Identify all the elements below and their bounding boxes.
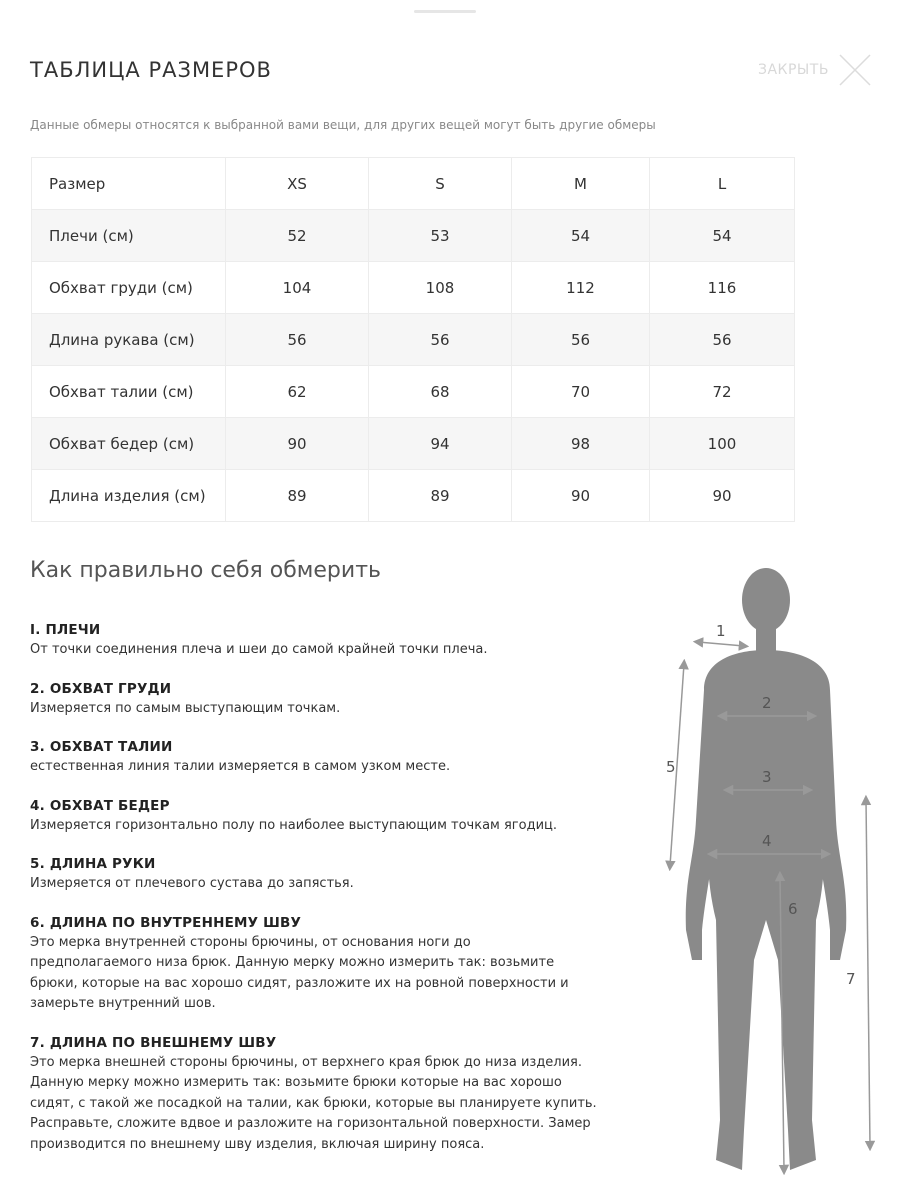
table-row bbox=[32, 262, 795, 314]
step-line: Это мерка внешней стороны брючины, от верхнего края брюк до низа изделия. bbox=[30, 1054, 583, 1070]
table-cell: 72 bbox=[650, 366, 795, 418]
table-cell: 54 bbox=[650, 210, 795, 262]
table-row bbox=[32, 470, 795, 522]
table-cell: 52 bbox=[226, 210, 369, 262]
row-label: Обхват талии (см) bbox=[32, 366, 226, 418]
step-chest bbox=[30, 679, 630, 720]
step-line: Измеряется горизонтально полу по наиболее выступающим точкам ягодиц. bbox=[30, 817, 557, 833]
step-line: производится по внешнему шву изделия, включая ширину пояса. bbox=[30, 1136, 485, 1152]
label-waist: 3 bbox=[762, 768, 772, 786]
table-cell: 62 bbox=[226, 366, 369, 418]
table-row bbox=[32, 314, 795, 366]
step-line: Это мерка внутренней стороны брючины, от основания ноги до bbox=[30, 934, 471, 950]
table-cell: 94 bbox=[369, 418, 512, 470]
step-line: Данную мерку можно измерить так: возьмите брюки которые на вас хорошо bbox=[30, 1075, 562, 1090]
close-button[interactable] bbox=[758, 52, 873, 88]
table-cell: 90 bbox=[226, 418, 369, 470]
size-table-header bbox=[32, 158, 795, 210]
table-cell: 104 bbox=[226, 262, 369, 314]
step-title: 2. ОБХВАТ ГРУДИ bbox=[30, 680, 172, 697]
body-silhouette-icon bbox=[686, 568, 847, 1170]
step-title: І. ПЛЕЧИ bbox=[30, 622, 101, 638]
drag-handle[interactable] bbox=[414, 10, 476, 13]
row-label: Длина рукава (см) bbox=[32, 314, 226, 366]
label-shoulders: 1 bbox=[716, 622, 726, 640]
table-cell: 68 bbox=[369, 366, 512, 418]
table-cell: 56 bbox=[512, 314, 650, 366]
step-line: естественная линия талии измеряется в самом узком месте. bbox=[30, 759, 451, 774]
step-shoulders bbox=[30, 620, 630, 661]
table-cell: 116 bbox=[650, 262, 795, 314]
table-cell: 56 bbox=[650, 314, 795, 366]
table-subtitle: Данные обмеры относятся к выбранной вами вещи, для других вещей могут быть другие обмеры bbox=[30, 118, 656, 132]
size-table bbox=[31, 157, 795, 522]
table-cell: 112 bbox=[512, 262, 650, 314]
table-cell: 90 bbox=[512, 470, 650, 522]
label-inseam: 6 bbox=[788, 900, 798, 918]
header-cell-size: Размер bbox=[32, 158, 226, 210]
table-cell: 100 bbox=[650, 418, 795, 470]
table-cell: 90 bbox=[650, 470, 795, 522]
table-cell: 53 bbox=[369, 210, 512, 262]
table-cell: 54 bbox=[512, 210, 650, 262]
step-title: 3. ОБХВАТ ТАЛИИ bbox=[30, 739, 173, 755]
close-label: ЗАКРЫТЬ bbox=[758, 62, 829, 78]
table-row bbox=[32, 210, 795, 262]
header-cell-m: M bbox=[512, 158, 650, 210]
step-waist bbox=[30, 737, 630, 778]
step-line: Измеряется по самым выступающим точкам. bbox=[30, 700, 341, 716]
close-icon[interactable] bbox=[837, 52, 873, 88]
step-title: 5. ДЛИНА РУКИ bbox=[30, 856, 156, 872]
label-arm-length: 5 bbox=[666, 758, 676, 776]
step-line: замерьте внутренний шов. bbox=[30, 996, 216, 1011]
table-cell: 70 bbox=[512, 366, 650, 418]
step-title: 4. ОБХВАТ БЕДЕР bbox=[30, 797, 170, 814]
step-line: Расправьте, сложите вдвое и разложите на горизонтальной поверхности. Замер bbox=[30, 1116, 591, 1131]
label-outseam: 7 bbox=[846, 970, 856, 988]
step-line: Измеряется от плечевого сустава до запястья. bbox=[30, 876, 354, 891]
table-cell: 56 bbox=[226, 314, 369, 366]
header-cell-xs: XS bbox=[226, 158, 369, 210]
step-arm-length bbox=[30, 854, 630, 895]
table-cell: 108 bbox=[369, 262, 512, 314]
step-line: предполагаемого низа брюк. Данную мерку можно измерить так: возьмите bbox=[30, 955, 555, 970]
step-inseam bbox=[30, 913, 630, 1015]
step-outseam bbox=[30, 1033, 630, 1156]
row-label: Длина изделия (см) bbox=[32, 470, 226, 522]
step-line: От точки соединения плеча и шеи до самой крайней точки плеча. bbox=[30, 642, 488, 657]
row-label: Обхват груди (см) bbox=[32, 262, 226, 314]
howto-title: Как правильно себя обмерить bbox=[30, 558, 381, 583]
label-chest: 2 bbox=[762, 694, 772, 712]
label-hips: 4 bbox=[762, 832, 772, 850]
page-title: ТАБЛИЦА РАЗМЕРОВ bbox=[30, 58, 272, 82]
table-cell: 89 bbox=[226, 470, 369, 522]
step-line: брюки, которые на вас хорошо сидят, разложите их на ровной поверхности и bbox=[30, 975, 569, 991]
table-cell: 98 bbox=[512, 418, 650, 470]
step-hips bbox=[30, 796, 630, 837]
body-figure bbox=[640, 560, 900, 1200]
header-cell-s: S bbox=[369, 158, 512, 210]
table-cell: 89 bbox=[369, 470, 512, 522]
table-row bbox=[32, 418, 795, 470]
step-title: 7. ДЛИНА ПО ВНЕШНЕМУ ШВУ bbox=[30, 1034, 277, 1051]
table-row bbox=[32, 366, 795, 418]
header-cell-l: L bbox=[650, 158, 795, 210]
row-label: Плечи (см) bbox=[32, 210, 226, 262]
row-label: Обхват бедер (см) bbox=[32, 418, 226, 470]
step-title: 6. ДЛИНА ПО ВНУТРЕННЕМУ ШВУ bbox=[30, 914, 302, 931]
step-line: сидят, с такой же посадкой на талии, как брюки, которые вы планируете купить. bbox=[30, 1095, 597, 1111]
table-cell: 56 bbox=[369, 314, 512, 366]
measurement-steps bbox=[30, 620, 630, 1173]
